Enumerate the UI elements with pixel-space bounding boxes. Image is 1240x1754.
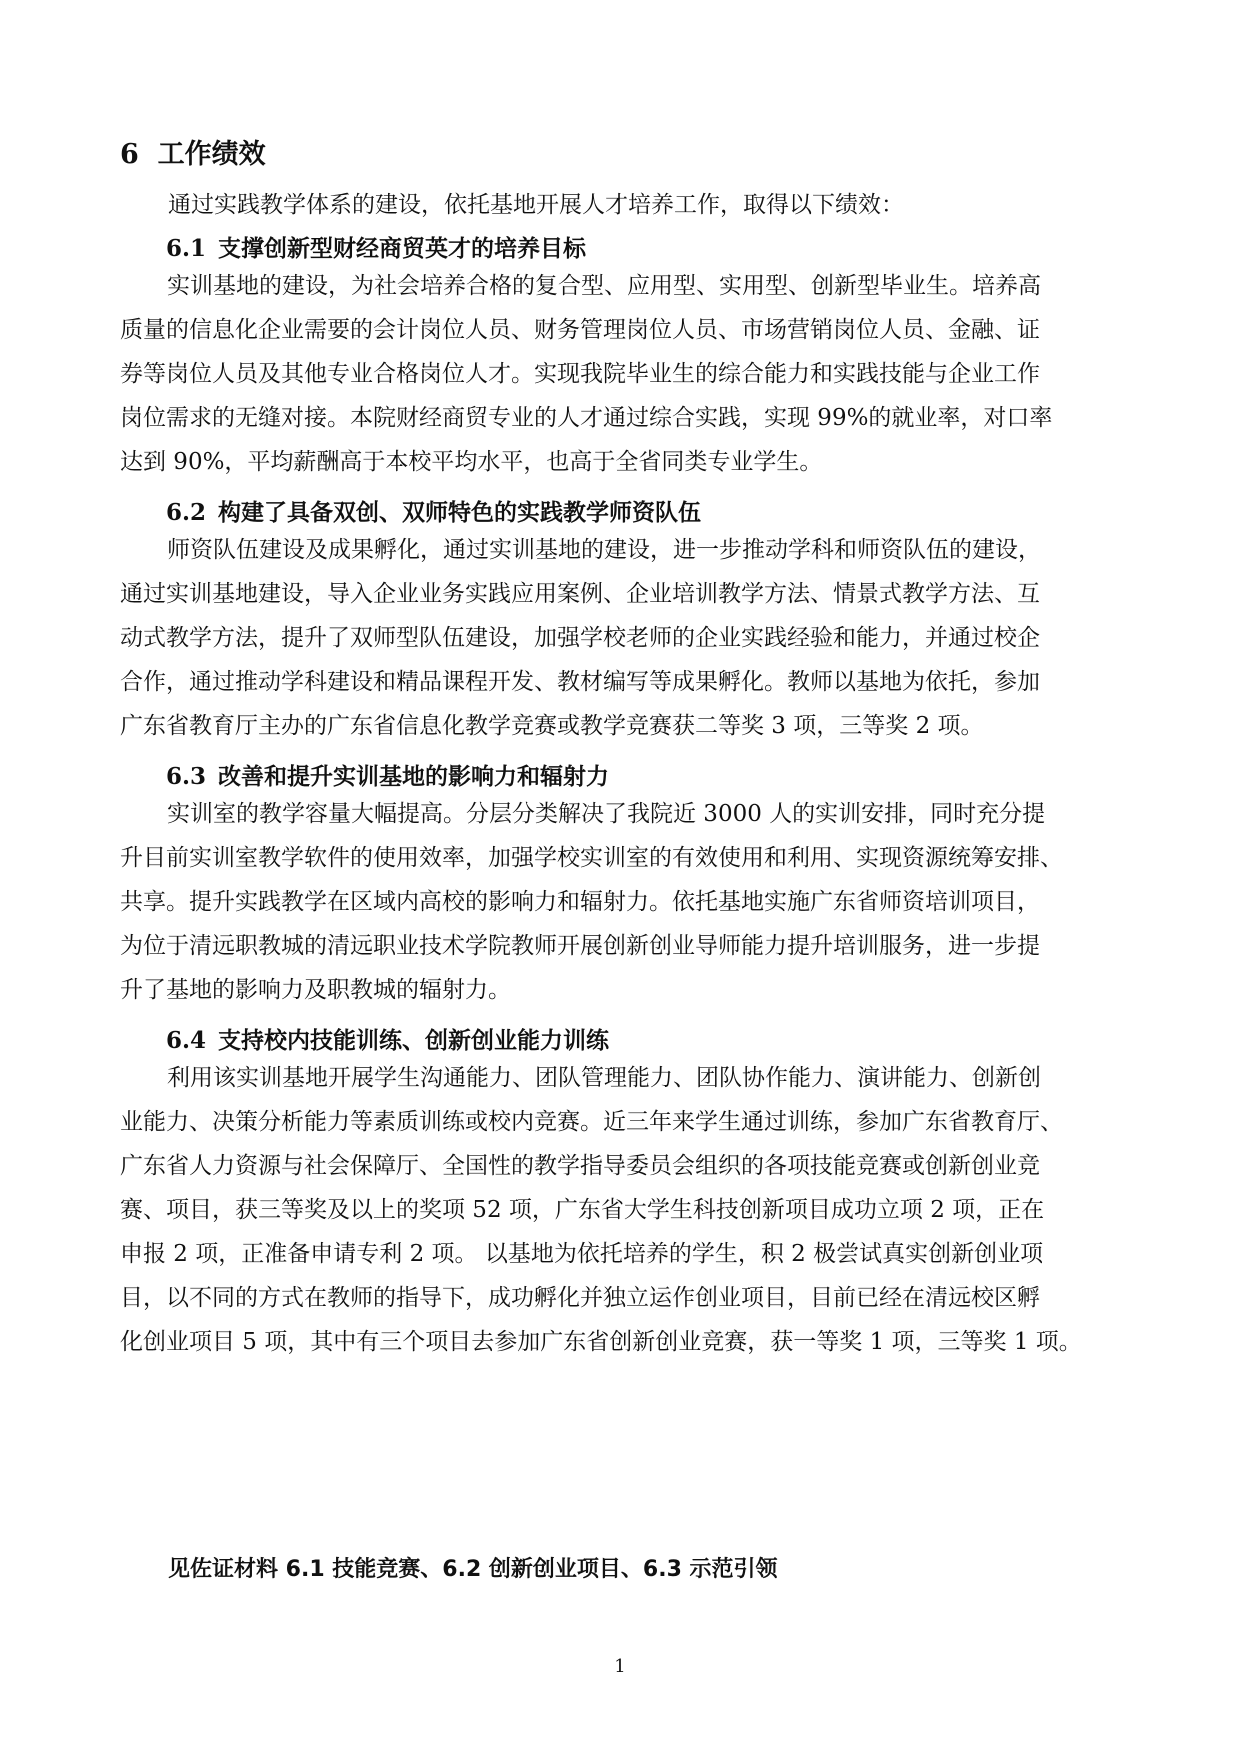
paragraph-line: 广东省教育厅主办的广东省信息化教学竞赛或教学竞赛获二等奖 3 项，三等奖 2 项。 (120, 713, 984, 739)
paragraph-line: 合作，通过推动学科建设和精品课程开发、教材编写等成果孵化。教师以基地为依托，参加 (120, 669, 1040, 695)
section-heading-6-1 (166, 230, 586, 263)
paragraph-line: 广东省人力资源与社会保障厅、全国性的教学指导委员会组织的各项技能竞赛或创新创业竞 (120, 1153, 1040, 1179)
paragraph-line: 升目前实训室教学软件的使用效率，加强学校实训室的有效使用和利用、实现资源统筹安排、 (120, 845, 1063, 871)
chapter-number: 6 (120, 139, 139, 170)
paragraph-line: 为位于清远职教城的清远职业技术学院教师开展创新创业导师能力提升培训服务，进一步提 (120, 933, 1040, 959)
paragraph-line: 通过实训基地建设，导入企业业务实践应用案例、企业培训教学方法、情景式教学方法、互 (120, 581, 1040, 607)
paragraph-line: 共享。提升实践教学在区域内高校的影响力和辐射力。依托基地实施广东省师资培训项目， (120, 889, 1040, 915)
paragraph-line: 实训室的教学容量大幅提高。分层分类解决了我院近 3000 人的实训安排，同时充分提 (167, 801, 1046, 827)
section-paragraph-6-3 (120, 792, 1120, 1012)
section-title: 改善和提升实训基地的影响力和辐射力 (218, 763, 610, 790)
chapter-title: 工作绩效 (157, 139, 266, 170)
section-number: 6.2 (166, 499, 207, 526)
page-number: 1 (614, 1656, 626, 1677)
paragraph-line: 业能力、决策分析能力等素质训练或校内竞赛。近三年来学生通过训练，参加广东省教育厅、 (120, 1109, 1063, 1135)
section-number: 6.3 (166, 763, 207, 790)
section-title: 支撑创新型财经商贸英才的培养目标 (218, 235, 587, 262)
section-heading-6-4 (166, 1022, 609, 1055)
section-number: 6.1 (166, 235, 207, 262)
paragraph-line: 申报 2 项，正准备申请专利 2 项。 以基地为依托培养的学生，积 2 极尝试真实创新创业项 (120, 1241, 1044, 1267)
paragraph-line: 岗位需求的无缝对接。本院财经商贸专业的人才通过综合实践，实现 99%的就业率，对口率 (120, 405, 1053, 431)
intro-paragraph: 通过实践教学体系的建设，依托基地开展人才培养工作，取得以下绩效： (168, 192, 904, 218)
paragraph-line: 化创业项目 5 项，其中有三个项目去参加广东省创新创业竞赛，获一等奖 1 项，三等奖 1 项。 (120, 1329, 1082, 1355)
paragraph-line: 动式教学方法，提升了双师型队伍建设，加强学校老师的企业实践经验和能力，并通过校企 (120, 625, 1040, 651)
section-number: 6.4 (166, 1027, 207, 1054)
paragraph-line: 实训基地的建设，为社会培养合格的复合型、应用型、实用型、创新型毕业生。培养高 (167, 273, 1041, 299)
section-paragraph-6-1 (120, 264, 1120, 484)
paragraph-line: 券等岗位人员及其他专业合格岗位人才。实现我院毕业生的综合能力和实践技能与企业工作 (120, 361, 1040, 387)
paragraph-line: 利用该实训基地开展学生沟通能力、团队管理能力、团队协作能力、演讲能力、创新创 (167, 1065, 1041, 1091)
section-paragraph-6-4 (120, 1056, 1120, 1364)
paragraph-line: 赛、项目，获三等奖及以上的奖项 52 项，广东省大学生科技创新项目成功立项 2 项，正在 (120, 1197, 1045, 1223)
paragraph-line: 目，以不同的方式在教师的指导下，成功孵化并独立运作创业项目，目前已经在清远校区孵 (120, 1285, 1040, 1311)
section-heading-6-2 (166, 494, 701, 527)
section-title: 构建了具备双创、双师特色的实践教学师资队伍 (218, 499, 702, 526)
paragraph-line: 质量的信息化企业需要的会计岗位人员、财务管理岗位人员、市场营销岗位人员、金融、证 (120, 317, 1040, 343)
paragraph-line: 达到 90%，平均薪酬高于本校平均水平，也高于全省同类专业学生。 (120, 449, 823, 475)
paragraph-line: 师资队伍建设及成果孵化，通过实训基地的建设，进一步推动学科和师资队伍的建设， (167, 537, 1041, 563)
section-title: 支持校内技能训练、创新创业能力训练 (218, 1027, 610, 1054)
section-paragraph-6-2 (120, 528, 1120, 748)
supporting-materials-note: 见佐证材料 6.1 技能竞赛、6.2 创新创业项目、6.3 示范引领 (168, 1557, 778, 1582)
paragraph-line: 升了基地的影响力及职教城的辐射力。 (120, 977, 511, 1003)
section-heading-6-3 (166, 758, 609, 791)
chapter-heading (120, 132, 266, 171)
